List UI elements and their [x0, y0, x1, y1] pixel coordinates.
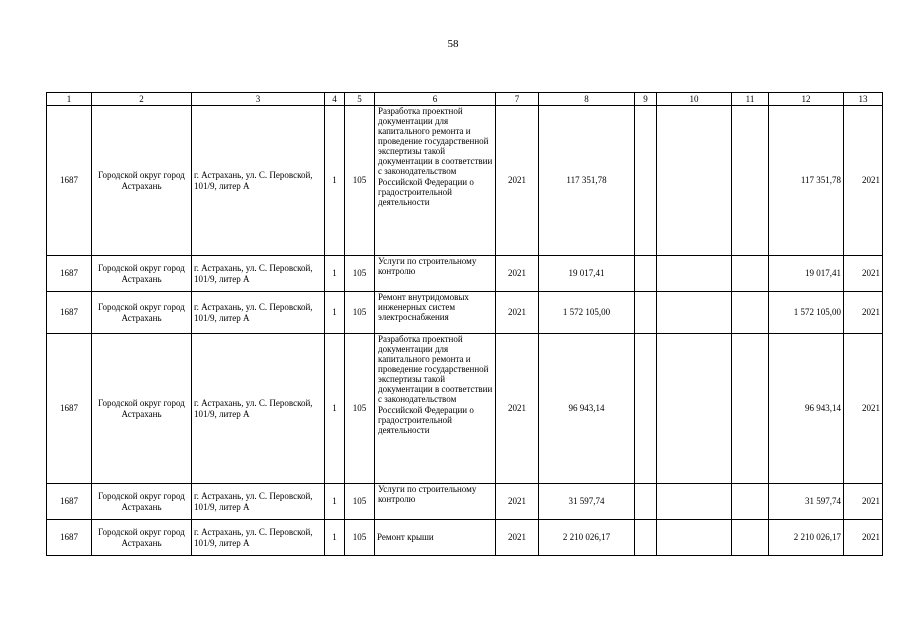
table-row: [47, 292, 883, 334]
column-header: 4: [325, 93, 345, 106]
cell-col9: [635, 256, 657, 292]
cell-col10: [657, 292, 732, 334]
cell-col13: 2021: [844, 292, 883, 334]
cell-col11: [732, 484, 769, 520]
cell-col5: 105: [345, 106, 375, 256]
cell-id: 1687: [47, 484, 92, 520]
cell-col5: 105: [345, 256, 375, 292]
cell-col11: [732, 106, 769, 256]
cell-work-type: Ремонт крыши: [375, 520, 496, 556]
cell-year: 2021: [496, 292, 539, 334]
cell-col12: 19 017,41: [769, 256, 844, 292]
cell-col13: 2021: [844, 256, 883, 292]
cell-col9: [635, 334, 657, 484]
cell-col5: 105: [345, 334, 375, 484]
column-header: 5: [345, 93, 375, 106]
cell-address: г. Астрахань, ул. С. Перовской, 101/9, литер А: [192, 484, 325, 520]
table-row: [47, 484, 883, 520]
cell-id: 1687: [47, 256, 92, 292]
column-header: 13: [844, 93, 883, 106]
column-header: 8: [539, 93, 635, 106]
cell-municipality: Городской округ город Астрахань: [92, 256, 192, 292]
cell-col12: 1 572 105,00: [769, 292, 844, 334]
cell-col4: 1: [325, 106, 345, 256]
cell-col11: [732, 334, 769, 484]
cell-col4: 1: [325, 484, 345, 520]
column-header: 6: [375, 93, 496, 106]
cell-municipality: Городской округ город Астрахань: [92, 292, 192, 334]
cell-col13: 2021: [844, 106, 883, 256]
cell-id: 1687: [47, 520, 92, 556]
cell-municipality: Городской округ город Астрахань: [92, 334, 192, 484]
cell-work-type: Услуги по строительному контролю: [375, 484, 496, 520]
table-row: [47, 334, 883, 484]
cell-id: 1687: [47, 106, 92, 256]
column-header: 3: [192, 93, 325, 106]
repair-program-table: [46, 92, 883, 556]
cell-work-type: Разработка проектной документации для капитального ремонта и проведение государственной экспертизы такой документации в соответствии с законодательством Российской Федерации о градостроительной деятельности: [375, 334, 496, 484]
cell-col5: 105: [345, 292, 375, 334]
cell-col9: [635, 484, 657, 520]
cell-col11: [732, 256, 769, 292]
cell-id: 1687: [47, 292, 92, 334]
cell-col4: 1: [325, 292, 345, 334]
cell-col4: 1: [325, 334, 345, 484]
cell-col4: 1: [325, 520, 345, 556]
cell-municipality: Городской округ город Астрахань: [92, 106, 192, 256]
cell-col10: [657, 484, 732, 520]
cell-address: г. Астрахань, ул. С. Перовской, 101/9, литер А: [192, 520, 325, 556]
header-row: [47, 93, 883, 106]
table-row: [47, 256, 883, 292]
cell-cost: 2 210 026,17: [539, 520, 635, 556]
column-header: 10: [657, 93, 732, 106]
cell-col12: 2 210 026,17: [769, 520, 844, 556]
cell-address: г. Астрахань, ул. С. Перовской, 101/9, литер А: [192, 334, 325, 484]
table-row: [47, 520, 883, 556]
column-header: 2: [92, 93, 192, 106]
cell-col5: 105: [345, 484, 375, 520]
column-header: 1: [47, 93, 92, 106]
cell-address: г. Астрахань, ул. С. Перовской, 101/9, литер А: [192, 292, 325, 334]
cell-col11: [732, 520, 769, 556]
column-header: 7: [496, 93, 539, 106]
cell-year: 2021: [496, 256, 539, 292]
cell-year: 2021: [496, 484, 539, 520]
cell-work-type: Услуги по строительному контролю: [375, 256, 496, 292]
cell-col5: 105: [345, 520, 375, 556]
cell-year: 2021: [496, 520, 539, 556]
column-header: 12: [769, 93, 844, 106]
cell-col13: 2021: [844, 334, 883, 484]
cell-col10: [657, 334, 732, 484]
table-row: [47, 106, 883, 256]
cell-col11: [732, 292, 769, 334]
column-header: 9: [635, 93, 657, 106]
cell-cost: 19 017,41: [539, 256, 635, 292]
cell-cost: 117 351,78: [539, 106, 635, 256]
column-header: 11: [732, 93, 769, 106]
page-number: 58: [447, 38, 459, 50]
cell-col12: 96 943,14: [769, 334, 844, 484]
cell-col4: 1: [325, 256, 345, 292]
cell-year: 2021: [496, 106, 539, 256]
cell-col12: 31 597,74: [769, 484, 844, 520]
cell-col12: 117 351,78: [769, 106, 844, 256]
cell-col10: [657, 106, 732, 256]
cell-col13: 2021: [844, 484, 883, 520]
cell-work-type: Разработка проектной документации для капитального ремонта и проведение государственной экспертизы такой документации в соответствии с законодательством Российской Федерации о градостроительной деятельности: [375, 106, 496, 256]
cell-col9: [635, 520, 657, 556]
cell-municipality: Городской округ город Астрахань: [92, 484, 192, 520]
cell-id: 1687: [47, 334, 92, 484]
cell-work-type: Ремонт внутридомовых инженерных систем электроснабжения: [375, 292, 496, 334]
cell-col10: [657, 520, 732, 556]
cell-address: г. Астрахань, ул. С. Перовской, 101/9, литер А: [192, 106, 325, 256]
cell-col9: [635, 106, 657, 256]
cell-cost: 1 572 105,00: [539, 292, 635, 334]
cell-year: 2021: [496, 334, 539, 484]
cell-municipality: Городской округ город Астрахань: [92, 520, 192, 556]
cell-col13: 2021: [844, 520, 883, 556]
cell-address: г. Астрахань, ул. С. Перовской, 101/9, литер А: [192, 256, 325, 292]
cell-cost: 96 943,14: [539, 334, 635, 484]
cell-col9: [635, 292, 657, 334]
cell-cost: 31 597,74: [539, 484, 635, 520]
cell-col10: [657, 256, 732, 292]
